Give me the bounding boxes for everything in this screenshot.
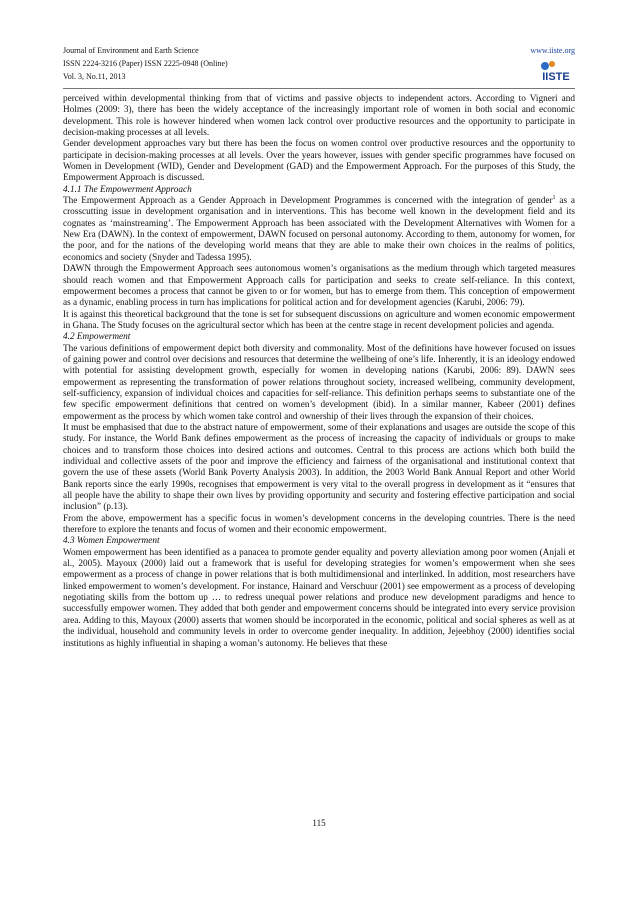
paragraph: It must be emphasised that due to the abstract nature of empowerment, some of their explanations and usages are outside the scope of this study. For instance, the World Bank defines empowerment as the process of increasing the capacity of individuals or groups to make choices and to transform those choices into desired actions and outcomes. Central to this process are actions which both build the individual and collective assets of the poor and improve the efficiency and fairness of the organisational and institutional context that govern the use of these assets (World Bank Poverty Analysis 2003). In addition, the 2003 World Bank Annual Report and other World Bank reports since the early 1990s, recognises that empowerment is very vital to the overall progress in development as it “ensures that all people have the ability to shape their own lives by providing opportunity and security and fostering effective participation and social inclusion” (p.13). [63, 422, 575, 513]
section-heading: 4.1.1 The Empowerment Approach [63, 184, 192, 195]
paragraph: From the above, empowerment has a specific focus in women’s development concerns in the developing countries. There is the need therefore to explore the tenants and focus of women and their economic empowerment. [63, 513, 575, 536]
page-number: 115 [312, 818, 326, 828]
issn-line: ISSN 2224-3216 (Paper) ISSN 2225-0948 (Online) [63, 59, 228, 68]
paragraph: Women empowerment has been identified as a panacea to promote gender equality and poverty alleviation among poor women (Anjali et al., 2005). Mayoux (2000) laid out a framework that is useful for developing strategies for women’s empowerment when she sees empowerment as a process of change in power relations that is both multidimensional and interlinked. In addition, most researchers have linked empowerment to women’s development. For instance, Hainard and Verschuur (2001) see empowerment as a process of developing negotiating skills from the bottom up … to redress unequal power relations and produce new development paradigms and hence to successfully empower women. They added that both gender and empowerment concerns should be integrated into every service provision area. Adding to this, Mayoux (2000) asserts that women should be incorporated in the economic, political and social spheres as well as at the individual, household and community levels in order to overcome gender inequality. In addition, Jejeebhoy (2000) identifies social institutions as highly influential in shaping a woman’s autonomy. He believes that these [63, 547, 575, 649]
paragraph: It is against this theoretical background that the tone is set for subsequent discussions on agriculture and women economic empowerment in Ghana. The Study focuses on the agricultural sector which has been at the centre stage in recent development policies and agenda. [63, 309, 575, 331]
section-heading: 4.2 Empowerment [63, 332, 131, 343]
paragraph: The various definitions of empowerment depict both diversity and commonality. Most of the definitions have however focused on issues of gaining power and control over decisions and resources that determine the wellbeing of one’s life. Inherently, it is an ideology endowed with potential for assisting development growth, especially for women in developing nations (Karubi, 2006: 89). DAWN sees empowerment as representing the transformation of power relations throughout society, increased wellbeing, community development, self-sufficiency, expansion of individual choices and capacities for self-reliance. This definition perhaps seems to substantiate one of the few specific empowerment definitions that centred on women’s development (ibid). In a similar manner, Kabeer (2001) defines empowerment as the process by which women take control and ownership of their lives through the expansion of their choices. [63, 343, 575, 422]
paragraph-text: The Empowerment Approach as a Gender Approach in Development Programmes is concerned with the integration of gender [63, 196, 553, 207]
section-heading: 4.3 Women Empowerment [63, 536, 160, 547]
iiste-logo [537, 60, 575, 84]
paragraph-text: as a crosscutting issue in development organisation and in interventions. This has become well known in the development field and its cognates as ‘mainstreaming’. The Empowerment Approach has been associated with the Development Alternatives with Women for a New Era (DAWN). In the context of empowerment, DAWN focused on personal autonomy. According to them, autonomy for women, for the poor, and for the nations of the developing world means that they are able to make their own choices in the realms of politics, economics and society (Snyder and Tadessa 1995). [63, 196, 575, 263]
volume-line: Vol. 3, No.11, 2013 [63, 72, 126, 81]
page-body [63, 94, 575, 650]
journal-title: Journal of Environment and Earth Science [63, 46, 199, 55]
logo-text: IISTE [542, 71, 570, 83]
paragraph [63, 196, 575, 264]
journal-url-link[interactable]: www.iiste.org [530, 46, 575, 55]
paragraph: Gender development approaches vary but there has been the focus on women control over productive resources and the opportunity to participate in decision-making processes at all levels. Over the years however, issues with gender specific programmes have focused on Women in Development (WID), Gender and Development (GAD) and the Empowerment Approach. For the purposes of this Study, the Empowerment Approach is discussed. [63, 139, 575, 184]
paragraph: DAWN through the Empowerment Approach sees autonomous women’s organisations as the medium through which targeted measures should reach women and that Empowerment Approach calls for participation and seeks to create self-reliance. In this context, empowerment becomes a process that cannot be given to or for women, but has to emerge from them. This conception of empowerment as a dynamic, enabling process in turn has implications for political action and for development agencies (Karubi, 2006: 79). [63, 264, 575, 309]
running-header [63, 44, 575, 83]
paragraph: perceived within developmental thinking from that of victims and passive objects to independent actors. According to Vigneri and Holmes (2009: 3), there has been the widely acceptance of the increasingly important role of women in both social and economic development. This role is however hindered when women lack control over productive resources and the opportunity to participate in decision-making processes at all levels. [63, 94, 575, 139]
footnote-marker[interactable]: 1 [552, 195, 556, 202]
header-rule [63, 88, 575, 89]
